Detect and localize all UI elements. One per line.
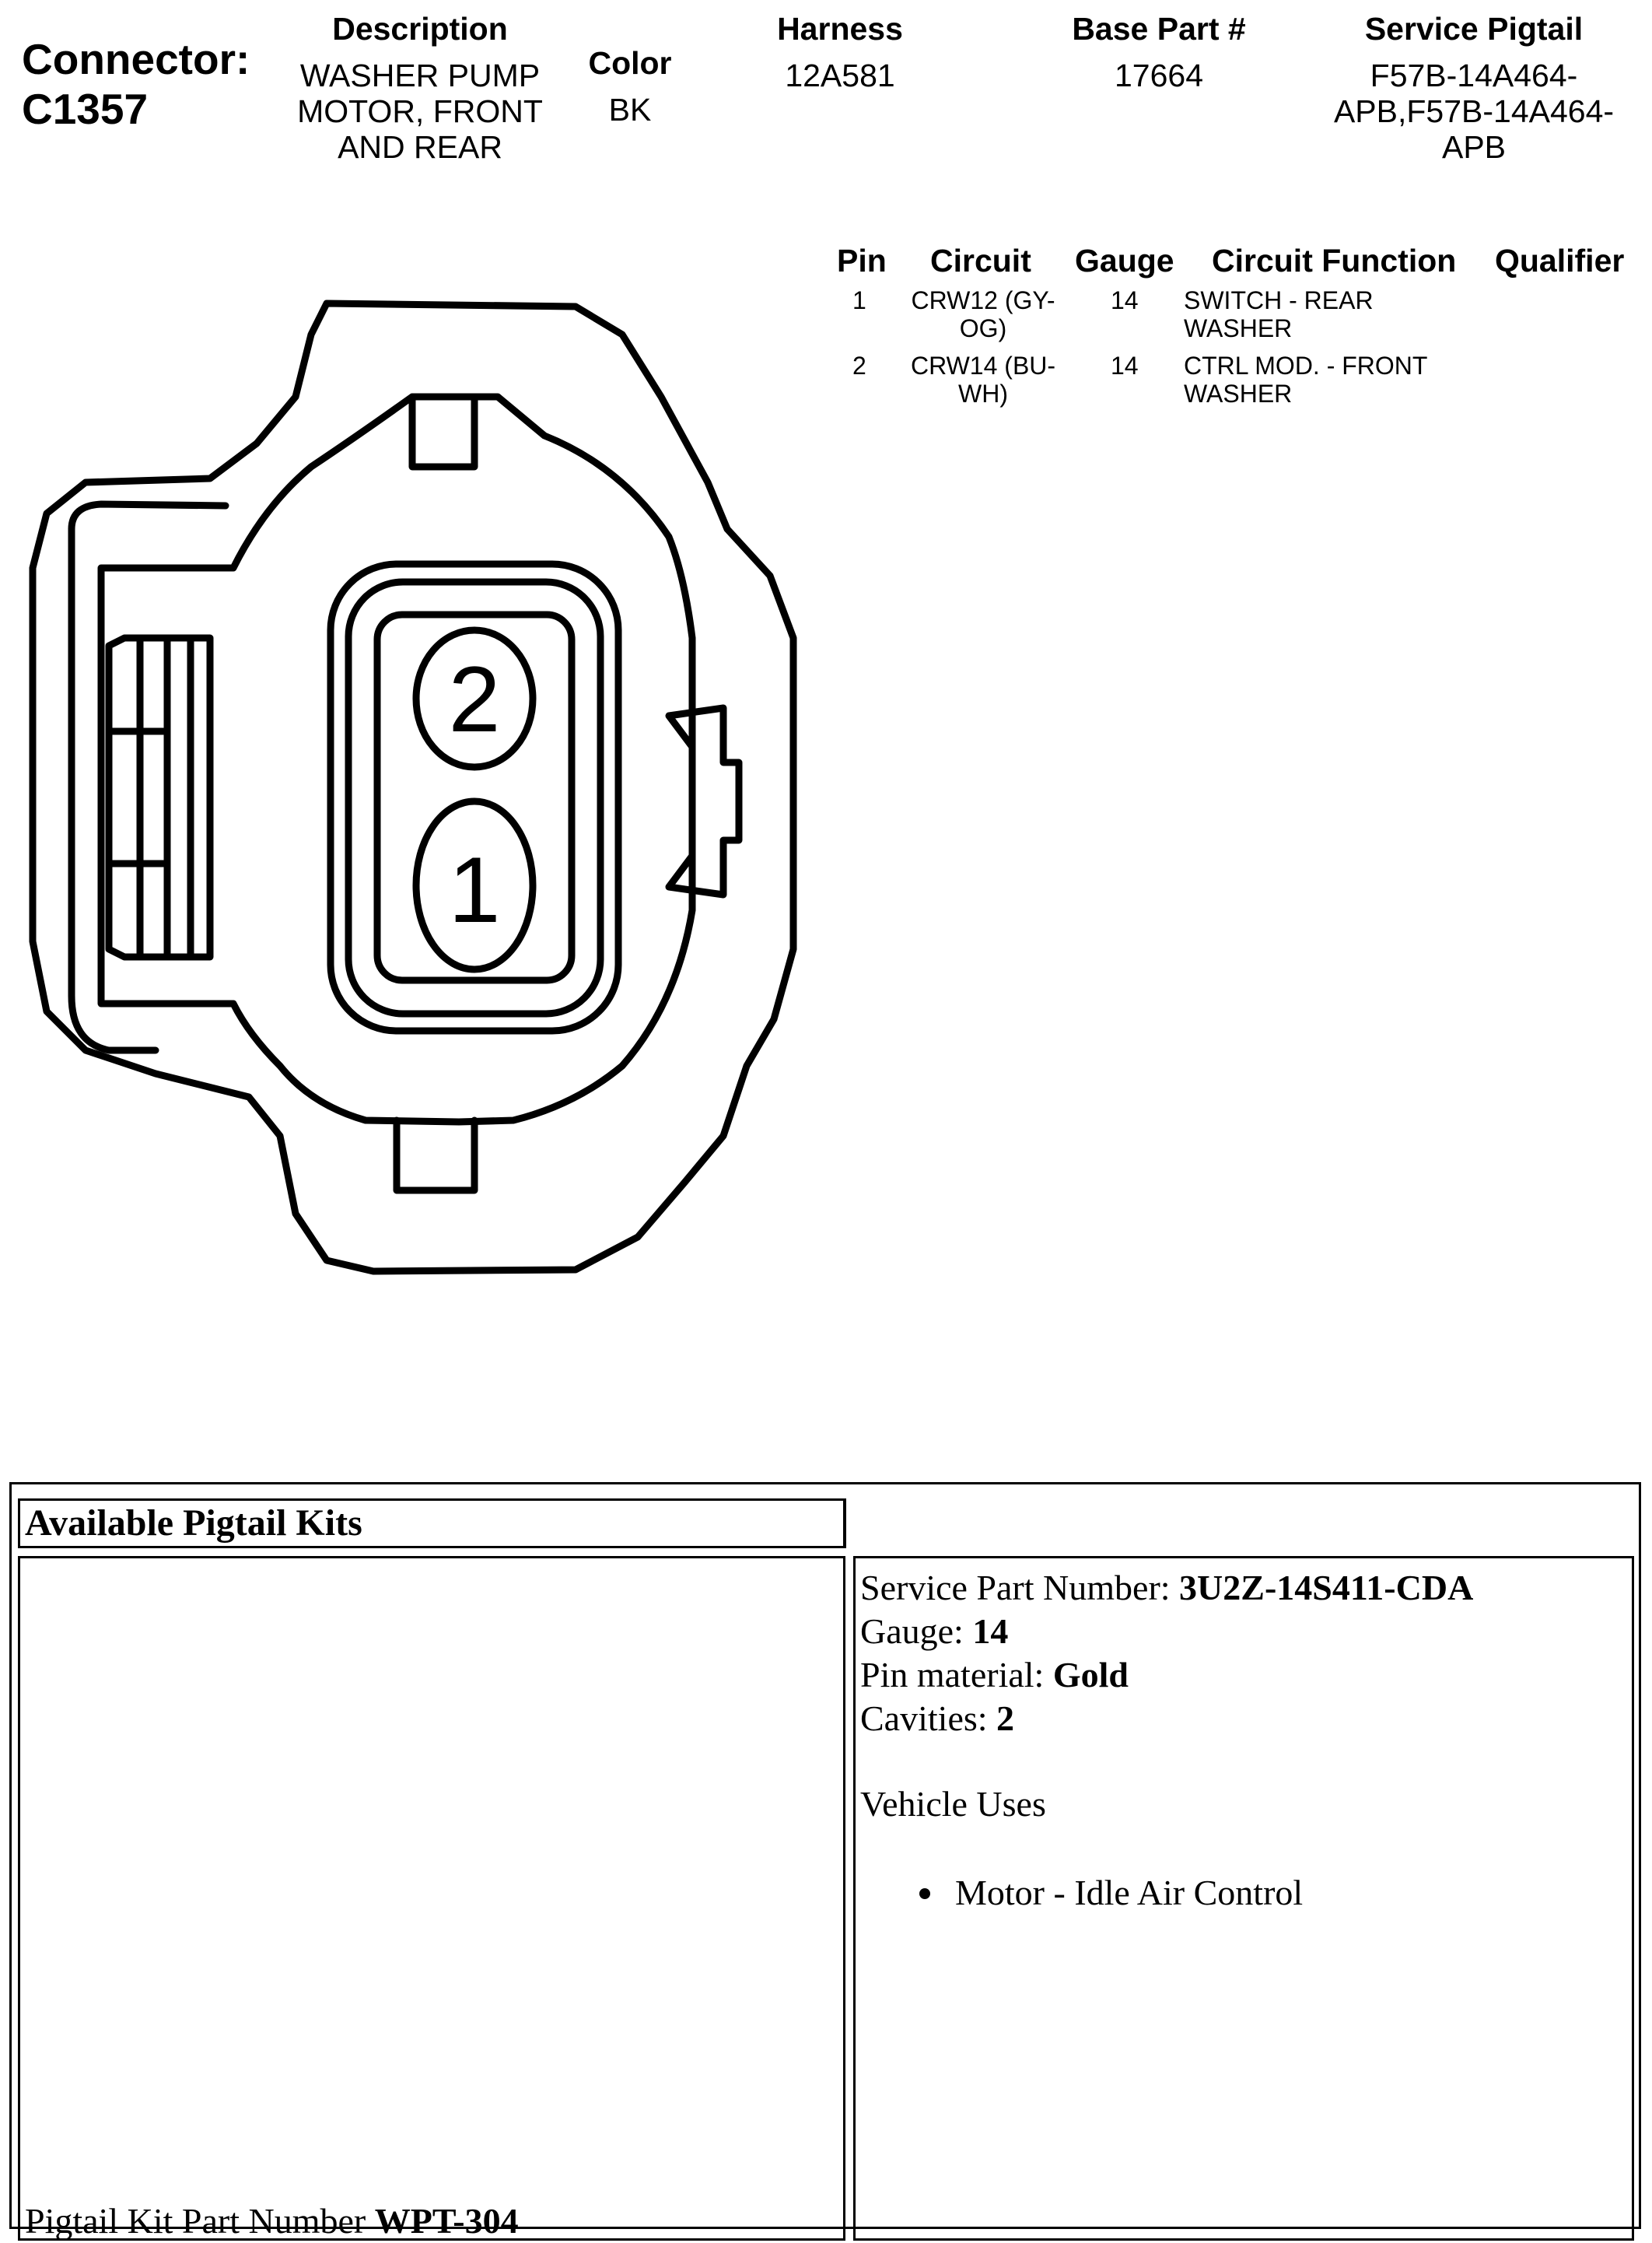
gauge-detail-value: 14 — [972, 1611, 1009, 1651]
pin-number: 1 — [852, 286, 866, 314]
circuit-function: SWITCH - REAR WASHER — [1184, 286, 1374, 342]
circuit-code: CRW12 (GY- OG) — [911, 286, 1055, 342]
kit-part-value: WPT-304 — [374, 2201, 519, 2241]
pigtail-kits-title: Available Pigtail Kits — [18, 1498, 845, 1548]
connector-left-rim-top — [72, 504, 226, 529]
top-latch — [412, 397, 474, 467]
cavities-value: 2 — [996, 1698, 1015, 1738]
right-side-lock — [669, 708, 739, 895]
vehicle-uses-list — [860, 1871, 1627, 1915]
pin-table-header — [821, 241, 1649, 286]
service-pigtail-header: Service Pigtail — [1364, 11, 1584, 47]
list-item — [955, 1871, 1627, 1915]
harness-header: Harness — [777, 11, 903, 47]
pin-table — [821, 241, 1649, 417]
qualifier-header: Qualifier — [1495, 243, 1625, 279]
gauge-line — [860, 1610, 1627, 1653]
pin-material-line — [860, 1653, 1627, 1697]
description-column — [280, 11, 560, 165]
connector-face-diagram — [0, 280, 832, 1315]
table-row — [821, 286, 1649, 352]
service-part-number — [860, 1566, 1627, 1610]
connector-title — [22, 34, 250, 134]
bottom-latch — [397, 1120, 474, 1190]
gauge-header: Gauge — [1075, 243, 1174, 279]
pigtail-kits-header-blank — [844, 1498, 1634, 1548]
base-part-column — [1042, 11, 1276, 93]
function-header: Circuit Function — [1212, 243, 1457, 279]
color-header: Color — [588, 45, 672, 81]
service-pigtail-value: F57B-14A464- APB,F57B-14A464- APB — [1333, 58, 1615, 165]
base-part-header: Base Part # — [1072, 11, 1246, 47]
pigtail-kit-details — [853, 1556, 1634, 2241]
cavity-1-label: 1 — [448, 838, 501, 942]
harness-column — [747, 11, 933, 93]
cavity-2-label: 2 — [448, 647, 501, 752]
vehicle-use-text: Motor - Idle Air Control — [955, 1873, 1304, 1912]
pigtail-kits-table — [9, 1482, 1641, 2241]
circuit-function: CTRL MOD. - FRONT WASHER — [1184, 352, 1428, 408]
gauge-value: 14 — [1111, 286, 1139, 314]
pigtail-kit-part-number — [25, 2199, 519, 2243]
bullet-icon — [919, 1888, 930, 1899]
pin-header: Pin — [837, 243, 887, 279]
kit-part-label: Pigtail Kit Part Number — [25, 2201, 375, 2241]
circuit-code: CRW14 (BU- WH) — [910, 352, 1056, 408]
table-row — [821, 352, 1649, 417]
vehicle-uses-title: Vehicle Uses — [860, 1784, 1046, 1824]
cavities-label: Cavities: — [860, 1698, 997, 1738]
base-part-value: 17664 — [1114, 58, 1203, 93]
gauge-value: 14 — [1111, 352, 1139, 380]
color-column — [568, 45, 692, 128]
circuit-header: Circuit — [930, 243, 1031, 279]
pigtail-kit-image-cell — [18, 1556, 845, 2241]
service-part-value: 3U2Z-14S411-CDA — [1179, 1568, 1474, 1607]
harness-value: 12A581 — [785, 58, 895, 93]
cavities-line — [860, 1697, 1627, 1740]
left-terminal-guides — [109, 638, 210, 957]
pin-material-value: Gold — [1052, 1655, 1129, 1695]
pin-material-label: Pin material: — [860, 1655, 1053, 1695]
description-header: Description — [332, 11, 508, 47]
connector-id: C1357 — [22, 85, 149, 133]
pin-number: 2 — [852, 352, 866, 380]
service-part-label: Service Part Number: — [860, 1568, 1180, 1607]
connector-label: Connector: — [22, 35, 250, 83]
service-pigtail-column — [1307, 11, 1641, 165]
color-value: BK — [608, 92, 652, 128]
gauge-label: Gauge: — [860, 1611, 973, 1651]
description-value: WASHER PUMP MOTOR, FRONT AND REAR — [297, 58, 543, 165]
